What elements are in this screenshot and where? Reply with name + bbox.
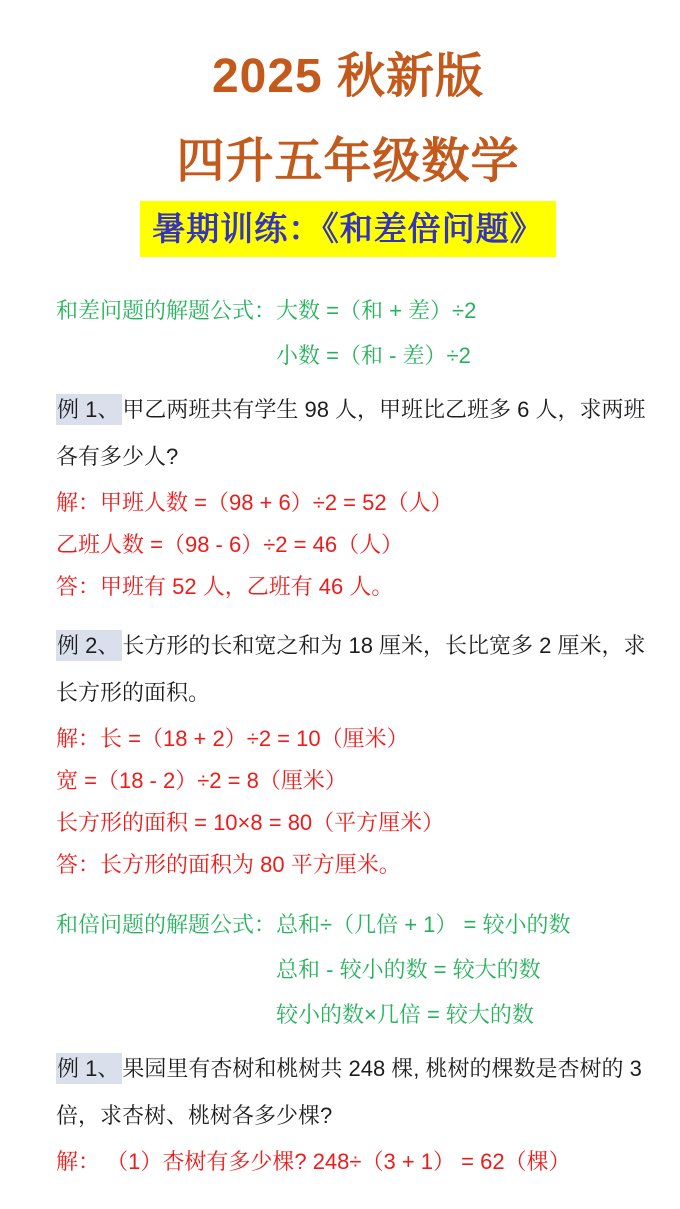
example-3-problem-text: 果园里有杏树和桃树共 248 棵, 桃树的棵数是杏树的 3 — [122, 1056, 642, 1081]
example-3-solution — [56, 1141, 640, 1183]
sum-diff-formula-line-2: 小数 =（和 - 差）÷2 — [276, 343, 471, 368]
title-line-2: 四升五年级数学 — [176, 135, 520, 188]
example-3-solution-line-1: 解： （1）杏树有多少棵? 248÷（3 + 1） = 62（棵） — [56, 1149, 571, 1174]
title-line-1: 2025 秋新版 — [211, 50, 485, 103]
banner-row — [56, 201, 640, 257]
example-1-solution-line-2: 乙班人数 =（98 - 6）÷2 = 46（人） — [56, 532, 404, 557]
sum-multiple-formula-line-3: 较小的数×几倍 = 较大的数 — [276, 1002, 534, 1027]
example-2-solution — [56, 718, 640, 886]
example-2-problem-text: 长方形的长和宽之和为 18 厘米，长比宽多 2 厘米，求 — [122, 633, 646, 658]
example-2-solution-line-1: 解：长 =（18 + 2）÷2 = 10（厘米） — [56, 726, 409, 751]
sum-multiple-formula-line-2: 总和 - 较小的数 = 较大的数 — [276, 957, 541, 982]
topic-banner: 暑期训练：《和差倍问题》 — [140, 201, 556, 257]
example-2-tag: 例 2、 — [56, 630, 122, 661]
sum-diff-formula-line-1: 大数 =（和 + 差）÷2 — [276, 298, 477, 323]
sum-diff-formula-lines — [276, 288, 476, 378]
example-1-problem-line-1 — [56, 386, 646, 433]
sum-multiple-formula-lines — [276, 902, 570, 1037]
example-3-tag: 例 1、 — [56, 1053, 122, 1084]
example-1-solution-line-1: 解：甲班人数 =（98 + 6）÷2 = 52（人） — [56, 490, 453, 515]
example-3-problem — [56, 1045, 640, 1139]
example-2-problem-line-1 — [56, 622, 646, 669]
example-2-solution-line-2: 宽 =（18 - 2）÷2 = 8（厘米） — [56, 768, 347, 793]
sum-multiple-formula-label: 和倍问题的解题公式： — [56, 912, 277, 937]
sum-diff-formula-label: 和差问题的解题公式： — [56, 298, 277, 323]
sum-multiple-formula-line-1: 总和÷（几倍 + 1） = 较小的数 — [276, 912, 571, 937]
example-1-solution — [56, 482, 640, 608]
example-2-problem — [56, 622, 646, 716]
example-1-problem-text: 甲乙两班共有学生 98 人，甲班比乙班多 6 人，求两班 — [122, 397, 646, 422]
sum-diff-formula-block — [56, 288, 640, 378]
example-1-problem-line-2: 各有多少人? — [56, 444, 179, 469]
example-2-solution-line-3: 长方形的面积 = 10×8 = 80（平方厘米） — [56, 810, 445, 835]
example-1-answer-line: 答：甲班有 52 人，乙班有 46 人。 — [56, 574, 394, 599]
example-2-problem-line-2: 长方形的面积。 — [56, 680, 211, 705]
example-1-tag: 例 1、 — [56, 394, 122, 425]
example-3-problem-line-2: 倍，求杏树、桃树各多少棵? — [56, 1103, 333, 1128]
sum-multiple-formula-block — [56, 902, 640, 1037]
example-1-problem — [56, 386, 646, 480]
example-2-answer-line: 答：长方形的面积为 80 平方厘米。 — [56, 852, 401, 877]
example-3-problem-line-1 — [56, 1045, 640, 1092]
